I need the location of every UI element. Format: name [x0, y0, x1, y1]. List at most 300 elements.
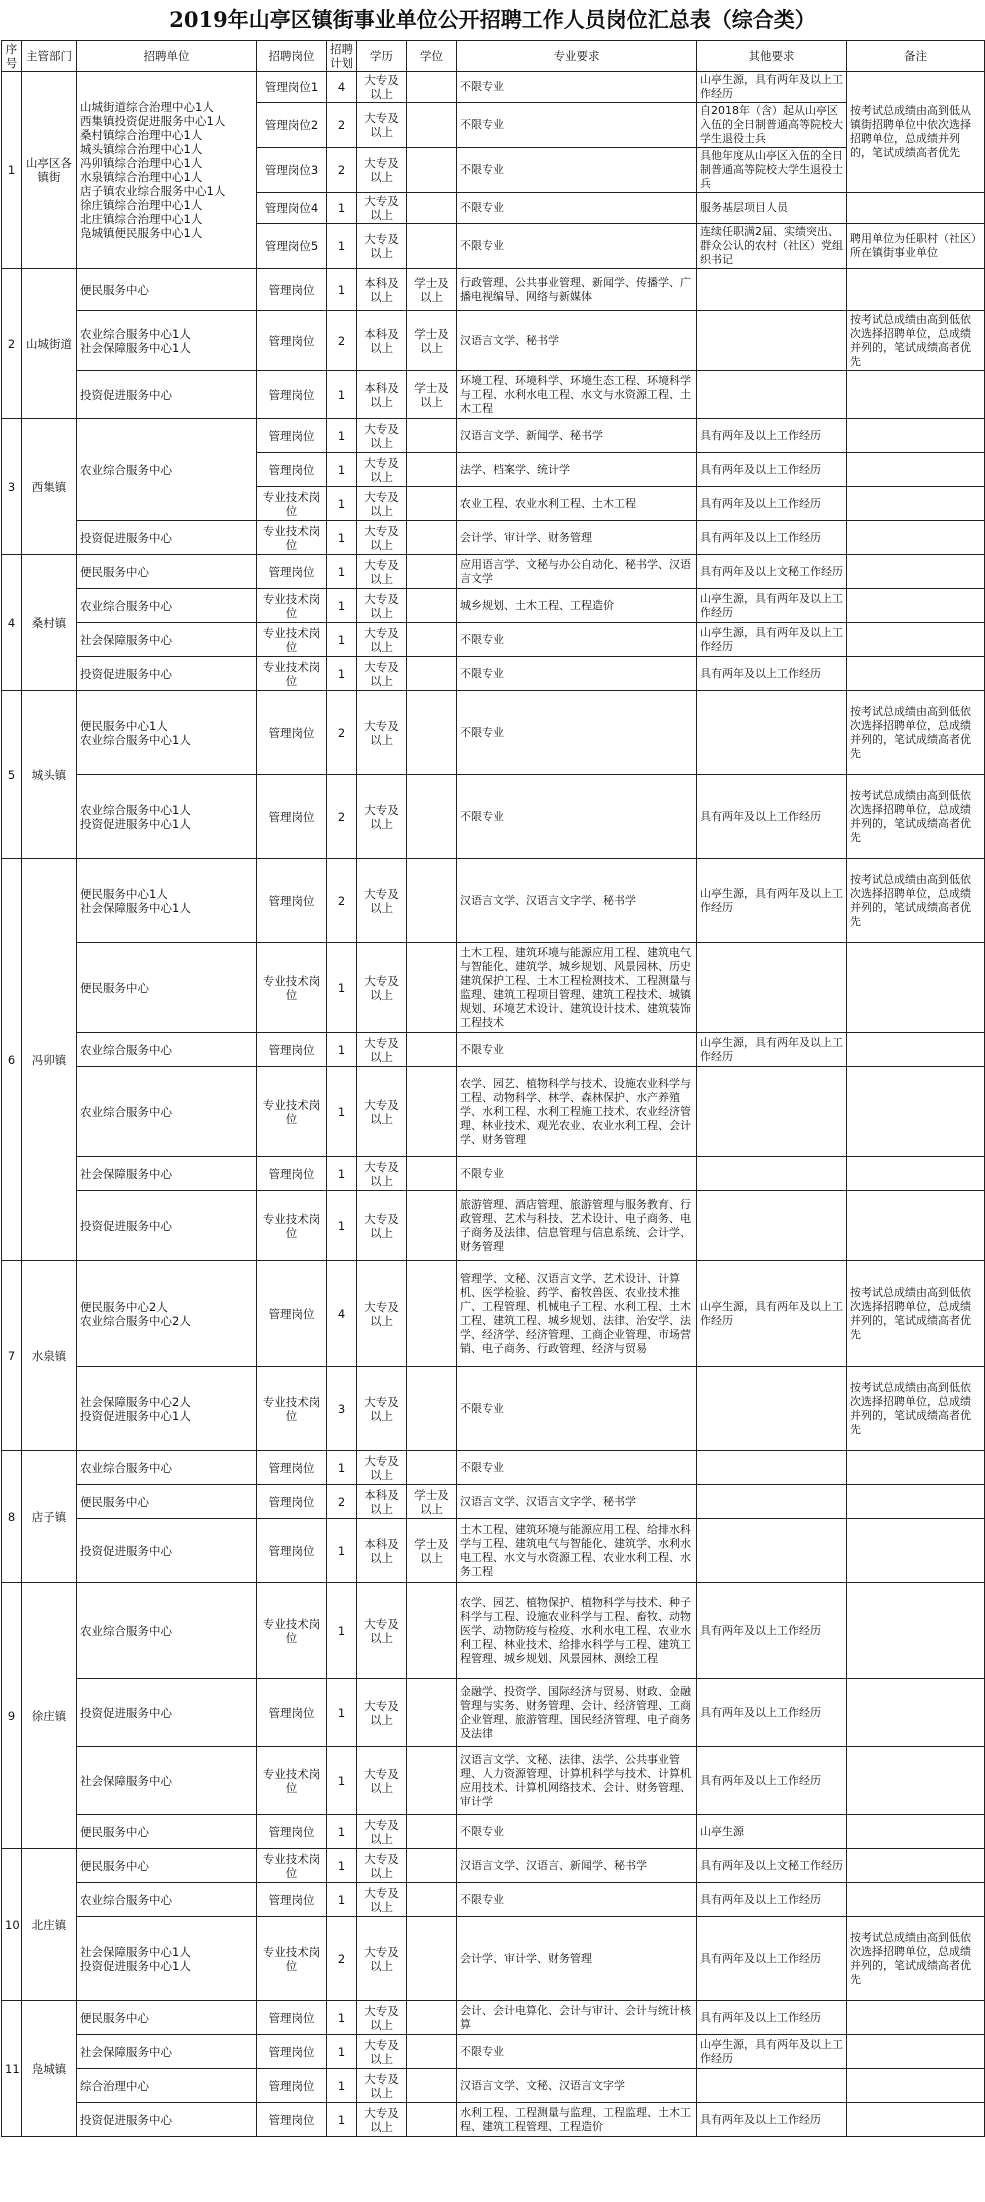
other-cell: 具有两年及以上工作经历 [697, 2103, 847, 2137]
major-cell: 不限专业 [457, 657, 697, 691]
other-cell: 自2018年（含）起从山亭区入伍的全日制普通高等院校大学生退役士兵 [697, 103, 847, 148]
post-cell: 专业技术岗位 [257, 589, 327, 623]
dept-cell: 西集镇 [22, 419, 77, 555]
major-cell: 汉语言文学、汉语言文字学、秘书学 [457, 859, 697, 943]
note-cell [847, 589, 985, 623]
edu-cell: 大专及以上 [357, 193, 407, 224]
table-row [2, 775, 985, 859]
note-cell [847, 1815, 985, 1849]
table-row [2, 589, 985, 623]
major-cell: 不限专业 [457, 1815, 697, 1849]
edu-cell: 大专及以上 [357, 2001, 407, 2035]
dept-cell: 徐庄镇 [22, 1583, 77, 1849]
unit-cell: 农业综合服务中心1人 投资促进服务中心1人 [77, 775, 257, 859]
seq-cell: 2 [2, 269, 22, 419]
table-row [2, 657, 985, 691]
note-cell [847, 2035, 985, 2069]
post-cell: 管理岗位 [257, 269, 327, 311]
table-row [2, 555, 985, 589]
other-cell: 具有两年及以上工作经历 [697, 657, 847, 691]
other-cell [697, 691, 847, 775]
degree-cell [407, 1067, 457, 1157]
other-cell: 具有两年及以上文秘工作经历 [697, 555, 847, 589]
degree-cell [407, 1679, 457, 1747]
major-cell: 管理学、文秘、汉语言文学、艺术设计、计算机、医学检验、药学、畜牧兽医、农业技术推广、工程管理、机械电子工程、水利工程、土木工程、建筑工程、城乡规划、法律、治安学、法学、经济学、经济管理、工商企业管理、市场营销、电子商务、行政管理、经济与贸易 [457, 1261, 697, 1367]
table-row [2, 623, 985, 657]
unit-cell: 便民服务中心 [77, 555, 257, 589]
col-header-unit: 招聘单位 [77, 41, 257, 72]
major-cell: 汉语言文学、汉语言、新闻学、秘书学 [457, 1849, 697, 1883]
other-cell: 山亭生源 [697, 1815, 847, 1849]
post-cell: 专业技术岗位 [257, 943, 327, 1033]
other-cell [697, 2069, 847, 2103]
table-row [2, 419, 985, 453]
degree-cell [407, 103, 457, 148]
other-cell: 具有两年及以上工作经历 [697, 521, 847, 555]
table-row [2, 311, 985, 371]
plan-cell: 1 [327, 371, 357, 419]
major-cell: 城乡规划、土木工程、工程造价 [457, 589, 697, 623]
degree-cell [407, 1191, 457, 1261]
table-row [2, 859, 985, 943]
post-cell: 管理岗位 [257, 1883, 327, 1917]
degree-cell [407, 1367, 457, 1451]
degree-cell [407, 1451, 457, 1485]
degree-cell [407, 1033, 457, 1067]
plan-cell: 1 [327, 1679, 357, 1747]
seq-cell: 10 [2, 1849, 22, 2001]
plan-cell: 1 [327, 1747, 357, 1815]
other-cell [697, 1367, 847, 1451]
plan-cell: 1 [327, 2069, 357, 2103]
edu-cell: 大专及以上 [357, 1191, 407, 1261]
plan-cell: 2 [327, 691, 357, 775]
other-cell: 山亭生源，具有两年及以上工作经历 [697, 623, 847, 657]
seq-cell: 4 [2, 555, 22, 691]
note-cell: 按考试总成绩由高到低依次选择招聘单位，总成绩并列的，笔试成绩高者优先 [847, 311, 985, 371]
post-cell: 管理岗位2 [257, 103, 327, 148]
post-cell: 管理岗位 [257, 691, 327, 775]
plan-cell: 1 [327, 1519, 357, 1583]
edu-cell: 大专及以上 [357, 521, 407, 555]
dept-cell: 城头镇 [22, 691, 77, 859]
degree-cell: 学士及以上 [407, 371, 457, 419]
note-cell [847, 419, 985, 453]
table-row [2, 1485, 985, 1519]
note-cell [847, 269, 985, 311]
table-row [2, 1883, 985, 1917]
degree-cell: 学士及以上 [407, 269, 457, 311]
major-cell: 不限专业 [457, 1451, 697, 1485]
note-cell [847, 1583, 985, 1679]
edu-cell: 大专及以上 [357, 1033, 407, 1067]
table-row [2, 943, 985, 1033]
unit-cell: 农业综合服务中心 [77, 1033, 257, 1067]
plan-cell: 2 [327, 1917, 357, 2001]
edu-cell: 大专及以上 [357, 1261, 407, 1367]
post-cell: 管理岗位1 [257, 72, 327, 103]
other-cell [697, 1067, 847, 1157]
degree-cell [407, 521, 457, 555]
edu-cell: 大专及以上 [357, 1067, 407, 1157]
major-cell: 会计学、审计学、财务管理 [457, 521, 697, 555]
major-cell: 不限专业 [457, 1033, 697, 1067]
plan-cell: 1 [327, 555, 357, 589]
post-cell: 管理岗位 [257, 1519, 327, 1583]
edu-cell: 大专及以上 [357, 2035, 407, 2069]
other-cell: 山亭生源，具有两年及以上工作经历 [697, 589, 847, 623]
unit-cell: 社会保障服务中心 [77, 623, 257, 657]
other-cell: 山亭生源，具有两年及以上工作经历 [697, 1261, 847, 1367]
note-cell [847, 453, 985, 487]
degree-cell [407, 2001, 457, 2035]
post-cell: 专业技术岗位 [257, 1583, 327, 1679]
plan-cell: 1 [327, 943, 357, 1033]
plan-cell: 1 [327, 1883, 357, 1917]
note-cell [847, 2001, 985, 2035]
unit-cell: 农业综合服务中心 [77, 1451, 257, 1485]
major-cell: 农学、园艺、植物保护、植物科学与技术、种子科学与工程、设施农业科学与工程、畜牧、动物医学、动物防疫与检疫、水利水电工程、农业水利工程、林业技术、给排水科学与工程、建筑工程管理、城乡规划、风景园林、测绘工程 [457, 1583, 697, 1679]
other-cell: 具有两年及以上工作经历 [697, 487, 847, 521]
other-cell: 具有两年及以上工作经历 [697, 1747, 847, 1815]
table-row [2, 1679, 985, 1747]
note-cell: 按考试总成绩由高到低依次选择招聘单位，总成绩并列的，笔试成绩高者优先 [847, 1367, 985, 1451]
edu-cell: 大专及以上 [357, 1747, 407, 1815]
seq-cell: 9 [2, 1583, 22, 1849]
seq-cell: 11 [2, 2001, 22, 2137]
table-row [2, 1815, 985, 1849]
post-cell: 管理岗位 [257, 453, 327, 487]
post-cell: 管理岗位 [257, 2035, 327, 2069]
plan-cell: 1 [327, 2001, 357, 2035]
edu-cell: 大专及以上 [357, 623, 407, 657]
degree-cell [407, 943, 457, 1033]
major-cell: 不限专业 [457, 193, 697, 224]
dept-cell: 凫城镇 [22, 2001, 77, 2137]
note-cell [847, 1883, 985, 1917]
col-header-edu: 学历 [357, 41, 407, 72]
post-cell: 管理岗位 [257, 1451, 327, 1485]
plan-cell: 1 [327, 2103, 357, 2137]
degree-cell [407, 419, 457, 453]
seq-cell: 6 [2, 859, 22, 1261]
note-cell [847, 1747, 985, 1815]
major-cell: 会计、会计电算化、会计与审计、会计与统计核算 [457, 2001, 697, 2035]
table-row [2, 1033, 985, 1067]
seq-cell: 8 [2, 1451, 22, 1583]
note-cell [847, 1679, 985, 1747]
plan-cell: 1 [327, 1849, 357, 1883]
note-cell: 按考试总成绩由高到低依次选择招聘单位，总成绩并列的，笔试成绩高者优先 [847, 859, 985, 943]
note-cell [847, 1191, 985, 1261]
edu-cell: 大专及以上 [357, 775, 407, 859]
table-row [2, 72, 985, 103]
edu-cell: 大专及以上 [357, 487, 407, 521]
col-header-degree: 学位 [407, 41, 457, 72]
major-cell: 土木工程、建筑环境与能源应用工程、给排水科学与工程、建筑电气与智能化、建筑学、水利水电工程、水文与水资源工程、农业水利工程、水务工程 [457, 1519, 697, 1583]
other-cell: 山亭生源，具有两年及以上工作经历 [697, 2035, 847, 2069]
other-cell [697, 1191, 847, 1261]
plan-cell: 3 [327, 1367, 357, 1451]
major-cell: 不限专业 [457, 623, 697, 657]
table-row [2, 1917, 985, 2001]
edu-cell: 大专及以上 [357, 72, 407, 103]
plan-cell: 1 [327, 2035, 357, 2069]
major-cell: 金融学、投资学、国际经济与贸易、财政、金融管理与实务、财务管理、会计、经济管理、工商企业管理、旅游管理、国民经济管理、电子商务及法律 [457, 1679, 697, 1747]
other-cell [697, 371, 847, 419]
post-cell: 专业技术岗位 [257, 1191, 327, 1261]
other-cell: 山亭生源，具有两年及以上工作经历 [697, 72, 847, 103]
post-cell: 管理岗位 [257, 859, 327, 943]
plan-cell: 2 [327, 311, 357, 371]
plan-cell: 2 [327, 775, 357, 859]
edu-cell: 大专及以上 [357, 148, 407, 193]
degree-cell [407, 691, 457, 775]
degree-cell [407, 2069, 457, 2103]
note-cell [847, 487, 985, 521]
post-cell: 管理岗位 [257, 2103, 327, 2137]
post-cell: 管理岗位 [257, 1157, 327, 1191]
unit-cell: 山城街道综合治理中心1人 西集镇投资促进服务中心1人 桑村镇综合治理中心1人 城头镇综合治理中心1人 冯卯镇综合治理中心1人 水泉镇综合治理中心1人 店子镇农业综合服务中心1人 徐庄镇综合治理中心1人 北庄镇综合治理中心1人 凫城镇便民服务中心1人 [77, 72, 257, 269]
note-cell [847, 657, 985, 691]
major-cell: 不限专业 [457, 1883, 697, 1917]
major-cell: 农业工程、农业水利工程、土木工程 [457, 487, 697, 521]
note-cell: 按考试总成绩由高到低从镇街招聘单位中依次选择招聘单位，总成绩并列的，笔试成绩高者优先 [847, 72, 985, 193]
degree-cell [407, 1261, 457, 1367]
unit-cell: 社会保障服务中心 [77, 1157, 257, 1191]
post-cell: 管理岗位3 [257, 148, 327, 193]
other-cell: 具有两年及以上工作经历 [697, 419, 847, 453]
degree-cell [407, 2103, 457, 2137]
major-cell: 旅游管理、酒店管理、旅游管理与服务教育、行政管理、艺术与科技、艺术设计、电子商务、电子商务及法律、信息管理与信息系统、会计学、财务管理 [457, 1191, 697, 1261]
major-cell: 不限专业 [457, 72, 697, 103]
other-cell: 具有两年及以上工作经历 [697, 2001, 847, 2035]
plan-cell: 2 [327, 859, 357, 943]
edu-cell: 大专及以上 [357, 589, 407, 623]
post-cell: 管理岗位4 [257, 193, 327, 224]
unit-cell: 农业综合服务中心 [77, 1583, 257, 1679]
unit-cell: 便民服务中心 [77, 1815, 257, 1849]
table-row [2, 1747, 985, 1815]
other-cell [697, 1157, 847, 1191]
col-header-other: 其他要求 [697, 41, 847, 72]
edu-cell: 本科及以上 [357, 1485, 407, 1519]
other-cell: 具有两年及以上工作经历 [697, 775, 847, 859]
post-cell: 专业技术岗位 [257, 521, 327, 555]
unit-cell: 便民服务中心 [77, 1485, 257, 1519]
dept-cell: 店子镇 [22, 1451, 77, 1583]
edu-cell: 大专及以上 [357, 419, 407, 453]
other-cell: 具有两年及以上工作经历 [697, 1583, 847, 1679]
table-row [2, 2035, 985, 2069]
degree-cell [407, 1883, 457, 1917]
degree-cell [407, 453, 457, 487]
seq-cell: 7 [2, 1261, 22, 1451]
other-cell: 具有两年及以上工作经历 [697, 453, 847, 487]
plan-cell: 1 [327, 224, 357, 269]
edu-cell: 大专及以上 [357, 1815, 407, 1849]
degree-cell [407, 623, 457, 657]
major-cell: 不限专业 [457, 148, 697, 193]
table-row [2, 1261, 985, 1367]
post-cell: 管理岗位 [257, 311, 327, 371]
table-row [2, 1583, 985, 1679]
other-cell: 具有两年及以上工作经历 [697, 1679, 847, 1747]
edu-cell: 大专及以上 [357, 691, 407, 775]
major-cell: 水利工程、工程测量与监理、工程监理、土木工程、建筑工程管理、工程造价 [457, 2103, 697, 2137]
major-cell: 汉语言文学、汉语言文字学、秘书学 [457, 1485, 697, 1519]
note-cell: 按考试总成绩由高到低依次选择招聘单位，总成绩并列的，笔试成绩高者优先 [847, 691, 985, 775]
note-cell [847, 521, 985, 555]
major-cell: 会计学、审计学、财务管理 [457, 1917, 697, 2001]
unit-cell: 投资促进服务中心 [77, 2103, 257, 2137]
note-cell: 按考试总成绩由高到低依次选择招聘单位，总成绩并列的，笔试成绩高者优先 [847, 1917, 985, 2001]
degree-cell [407, 1917, 457, 2001]
degree-cell: 学士及以上 [407, 1485, 457, 1519]
other-cell: 具有两年及以上工作经历 [697, 1883, 847, 1917]
post-cell: 管理岗位 [257, 1485, 327, 1519]
plan-cell: 4 [327, 72, 357, 103]
unit-cell: 农业综合服务中心 [77, 1067, 257, 1157]
plan-cell: 1 [327, 269, 357, 311]
unit-cell: 投资促进服务中心 [77, 521, 257, 555]
major-cell: 不限专业 [457, 775, 697, 859]
col-header-plan: 招聘计划 [327, 41, 357, 72]
unit-cell: 社会保障服务中心1人 投资促进服务中心1人 [77, 1917, 257, 2001]
major-cell: 农学、园艺、植物科学与技术、设施农业科学与工程、动物科学、林学、森林保护、水产养殖学、水利工程、水利工程施工技术、农业经济管理、林业技术、观光农业、农业水利工程、会计学、财务管理 [457, 1067, 697, 1157]
degree-cell [407, 148, 457, 193]
col-header-seq: 序号 [2, 41, 22, 72]
major-cell: 不限专业 [457, 1367, 697, 1451]
table-row [2, 2069, 985, 2103]
edu-cell: 大专及以上 [357, 2103, 407, 2137]
other-cell: 连续任职满2届、实绩突出、群众公认的农村（社区）党组织书记 [697, 224, 847, 269]
degree-cell [407, 2035, 457, 2069]
other-cell: 山亭生源，具有两年及以上工作经历 [697, 1033, 847, 1067]
table-row [2, 2103, 985, 2137]
note-cell [847, 555, 985, 589]
note-cell [847, 1067, 985, 1157]
col-header-post: 招聘岗位 [257, 41, 327, 72]
post-cell: 管理岗位5 [257, 224, 327, 269]
degree-cell [407, 193, 457, 224]
dept-cell: 北庄镇 [22, 1849, 77, 2001]
other-cell [697, 1485, 847, 1519]
note-cell [847, 371, 985, 419]
seq-cell: 5 [2, 691, 22, 859]
post-cell: 专业技术岗位 [257, 487, 327, 521]
degree-cell [407, 1157, 457, 1191]
plan-cell: 1 [327, 589, 357, 623]
note-cell [847, 1451, 985, 1485]
edu-cell: 大专及以上 [357, 1583, 407, 1679]
dept-cell: 冯卯镇 [22, 859, 77, 1261]
edu-cell: 大专及以上 [357, 657, 407, 691]
other-cell [697, 1451, 847, 1485]
edu-cell: 大专及以上 [357, 1917, 407, 2001]
degree-cell [407, 224, 457, 269]
edu-cell: 本科及以上 [357, 269, 407, 311]
post-cell: 管理岗位 [257, 419, 327, 453]
note-cell [847, 623, 985, 657]
edu-cell: 大专及以上 [357, 103, 407, 148]
unit-cell: 农业综合服务中心 [77, 1883, 257, 1917]
major-cell: 汉语言文学、新闻学、秘书学 [457, 419, 697, 453]
post-cell: 管理岗位 [257, 555, 327, 589]
page-title: 2019年山亭区镇街事业单位公开招聘工作人员岗位汇总表（综合类） [169, 7, 816, 32]
edu-cell: 本科及以上 [357, 1519, 407, 1583]
note-cell [847, 943, 985, 1033]
unit-cell: 社会保障服务中心2人 投资促进服务中心1人 [77, 1367, 257, 1451]
unit-cell: 便民服务中心 [77, 943, 257, 1033]
plan-cell: 1 [327, 419, 357, 453]
plan-cell: 1 [327, 487, 357, 521]
recruitment-table [1, 40, 985, 2137]
note-cell [847, 1519, 985, 1583]
edu-cell: 大专及以上 [357, 1367, 407, 1451]
unit-cell: 便民服务中心 [77, 269, 257, 311]
degree-cell [407, 775, 457, 859]
post-cell: 专业技术岗位 [257, 1067, 327, 1157]
plan-cell: 2 [327, 103, 357, 148]
plan-cell: 1 [327, 1191, 357, 1261]
edu-cell: 大专及以上 [357, 943, 407, 1033]
other-cell: 山亭生源，具有两年及以上工作经历 [697, 859, 847, 943]
unit-cell: 投资促进服务中心 [77, 1679, 257, 1747]
dept-cell: 水泉镇 [22, 1261, 77, 1451]
other-cell [697, 269, 847, 311]
table-header-row [2, 41, 985, 72]
major-cell: 法学、档案学、统计学 [457, 453, 697, 487]
plan-cell: 1 [327, 1157, 357, 1191]
other-cell: 具有两年及以上工作经历 [697, 1917, 847, 2001]
major-cell: 汉语言文学、文秘、法律、法学、公共事业管理、人力资源管理、计算机科学与技术、计算机应用技术、计算机网络技术、会计、财务管理、审计学 [457, 1747, 697, 1815]
degree-cell [407, 657, 457, 691]
note-cell: 按考试总成绩由高到低依次选择招聘单位，总成绩并列的，笔试成绩高者优先 [847, 775, 985, 859]
other-cell: 具有两年及以上文秘工作经历 [697, 1849, 847, 1883]
degree-cell [407, 589, 457, 623]
edu-cell: 大专及以上 [357, 859, 407, 943]
post-cell: 管理岗位 [257, 371, 327, 419]
table-row [2, 521, 985, 555]
unit-cell: 投资促进服务中心 [77, 1519, 257, 1583]
seq-cell: 3 [2, 419, 22, 555]
table-row [2, 1849, 985, 1883]
plan-cell: 1 [327, 1815, 357, 1849]
major-cell: 不限专业 [457, 103, 697, 148]
col-header-dept: 主管部门 [22, 41, 77, 72]
major-cell: 应用语言学、文秘与办公自动化、秘书学、汉语言文学 [457, 555, 697, 589]
note-cell [847, 1033, 985, 1067]
post-cell: 管理岗位 [257, 2069, 327, 2103]
edu-cell: 大专及以上 [357, 1849, 407, 1883]
edu-cell: 本科及以上 [357, 371, 407, 419]
post-cell: 管理岗位 [257, 1033, 327, 1067]
note-cell: 聘用单位为任职村（社区）所在镇街事业单位 [847, 224, 985, 269]
degree-cell [407, 1815, 457, 1849]
unit-cell: 投资促进服务中心 [77, 1191, 257, 1261]
dept-cell: 桑村镇 [22, 555, 77, 691]
degree-cell: 学士及以上 [407, 1519, 457, 1583]
post-cell: 管理岗位 [257, 775, 327, 859]
table-row [2, 1367, 985, 1451]
unit-cell: 便民服务中心 [77, 1849, 257, 1883]
note-cell [847, 1485, 985, 1519]
note-cell [847, 193, 985, 224]
plan-cell: 1 [327, 521, 357, 555]
table-row [2, 1157, 985, 1191]
note-cell [847, 1157, 985, 1191]
